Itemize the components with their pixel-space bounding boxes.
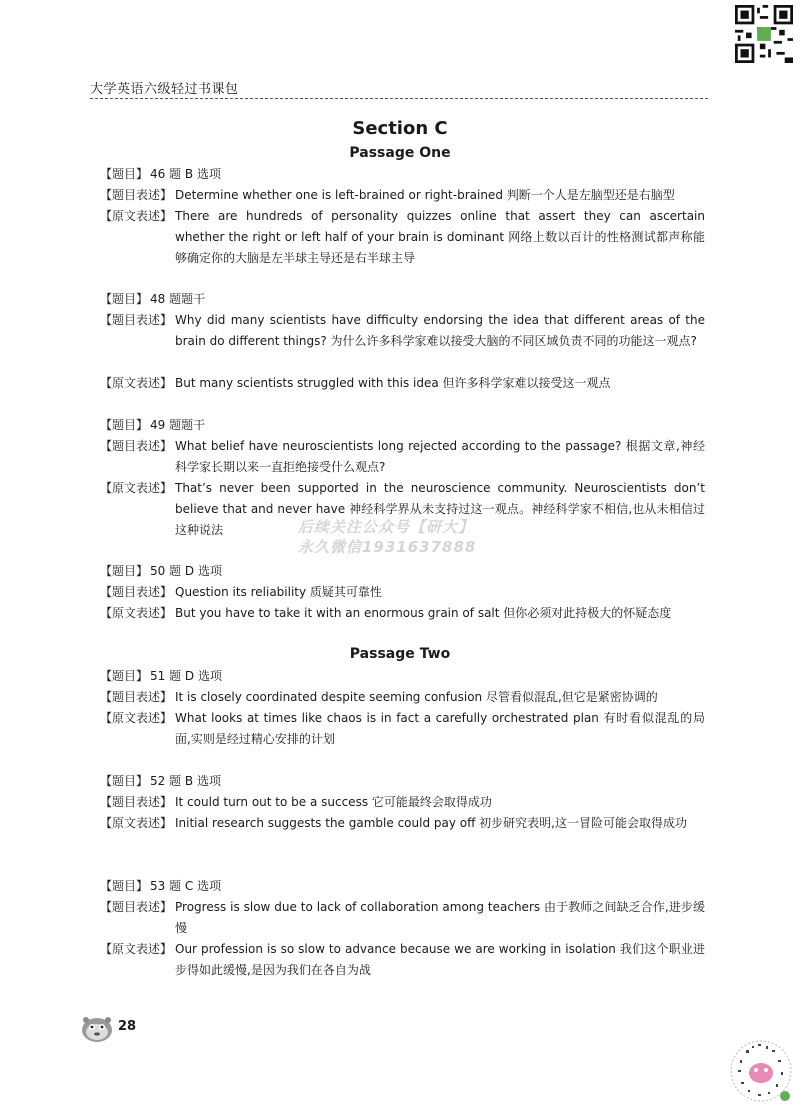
text: But many scientists struggled with this idea 但许多科学家难以接受这一观点 [175,376,611,390]
label: 【题目】 [100,292,149,306]
text: 48 题题干 [150,292,206,306]
label: 【题目表述】 [100,690,173,704]
text: It is closely coordinated despite seeming confusion 尽管看似混乱,但它是紧密协调的 [175,690,658,704]
item-original [100,939,705,981]
text: Determine whether one is left-brained or right-brained 判断一个人是左脑型还是右脑型 [175,188,675,202]
passage-title: Passage One [349,145,451,161]
item-statement [100,897,705,939]
watermark-line: 永久微信1931637888 [298,538,477,556]
mascot-icon [80,1013,114,1043]
label: 【题目】 [100,669,149,683]
label: 【题目表述】 [100,795,173,809]
text: 50 题 D 选项 [150,564,222,578]
text: 46 题 B 选项 [150,167,221,181]
book-title: 大学英语六级轻过书课包 [90,82,239,97]
label: 【原文表述】 [100,209,173,223]
text: 52 题 B 选项 [150,774,221,788]
watermark-line: 后续关注公众号【研大】 [298,518,475,536]
passage-title: Passage Two [349,646,451,662]
text: Our profession is so slow to advance because we are working in isolation 我们这个职业进步得如此缓慢,是因为我们在各自为战 [175,942,705,977]
label: 【原文表述】 [100,481,173,495]
item-original [100,603,705,624]
label: 【题目】 [100,418,149,432]
header-divider [90,98,708,99]
item-statement [100,310,705,352]
item-statement [100,185,705,206]
item-original [100,206,705,269]
label: 【题目】 [100,167,149,181]
page-number: 28 [118,1019,137,1034]
qr-code-image [734,5,794,63]
item-question [100,666,705,687]
text: Progress is slow due to lack of collaboration among teachers 由于教师之间缺乏合作,进步缓慢 [175,900,705,935]
label: 【原文表述】 [100,942,173,956]
item-original [100,708,705,750]
label: 【原文表述】 [100,711,173,725]
item-question [100,561,705,582]
item-question [100,415,705,436]
text: 51 题 D 选项 [150,669,222,683]
watermark [298,517,508,557]
label: 【原文表述】 [100,376,173,390]
item-question [100,164,705,185]
text: It could turn out to be a success 它可能最终会取得成功 [175,795,492,809]
item-statement [100,582,705,603]
text: That’s never been supported in the neuroscience community. Neuroscientists don’t believe that and never have 神经科学界从未支持过这一观点。神经科学家不相信,也从未相信过这种说法 [175,481,705,537]
text: Initial research suggests the gamble could pay off 初步研究表明,这一冒险可能会取得成功 [175,816,687,830]
label: 【题目表述】 [100,313,173,327]
section-title: Section C [352,118,448,139]
label: 【题目】 [100,564,149,578]
label: 【题目表述】 [100,900,173,914]
item-statement [100,436,705,478]
text: 49 题题干 [150,418,206,432]
label: 【原文表述】 [100,816,173,830]
item-statement [100,687,705,708]
label: 【原文表述】 [100,606,173,620]
label: 【题目表述】 [100,188,173,202]
label: 【题目表述】 [100,439,173,453]
item-original [100,813,705,834]
decorative-qr-badge [728,1036,794,1106]
item-question [100,771,705,792]
text: What belief have neuroscientists long rejected according to the passage? 根据文章,神经科学家长期以来一直拒绝接受什么观点? [175,439,705,474]
text: What looks at times like chaos is in fact a carefully orchestrated plan 有时看似混乱的局面,实则是经过精心安排的计划 [175,711,705,746]
label: 【题目】 [100,879,149,893]
text: Why did many scientists have difficulty endorsing the idea that different areas of the brain do different things? 为什么许多科学家难以接受大脑的不同区域负责不同的功能这一观点? [175,313,705,348]
item-question [100,289,705,310]
item-statement [100,792,705,813]
text: 53 题 C 选项 [150,879,222,893]
text: But you have to take it with an enormous grain of salt 但你必须对此持极大的怀疑态度 [175,606,672,620]
text: There are hundreds of personality quizzes online that assert they can ascertain whether the right or left half of your brain is dominant 网络上数以百计的性格测试都声称能够确定你的大脑是左半球主导还是右半球主导 [175,209,705,265]
text: Question its reliability 质疑其可靠性 [175,585,382,599]
item-question [100,876,705,897]
label: 【题目】 [100,774,149,788]
item-original [100,373,705,394]
label: 【题目表述】 [100,585,173,599]
